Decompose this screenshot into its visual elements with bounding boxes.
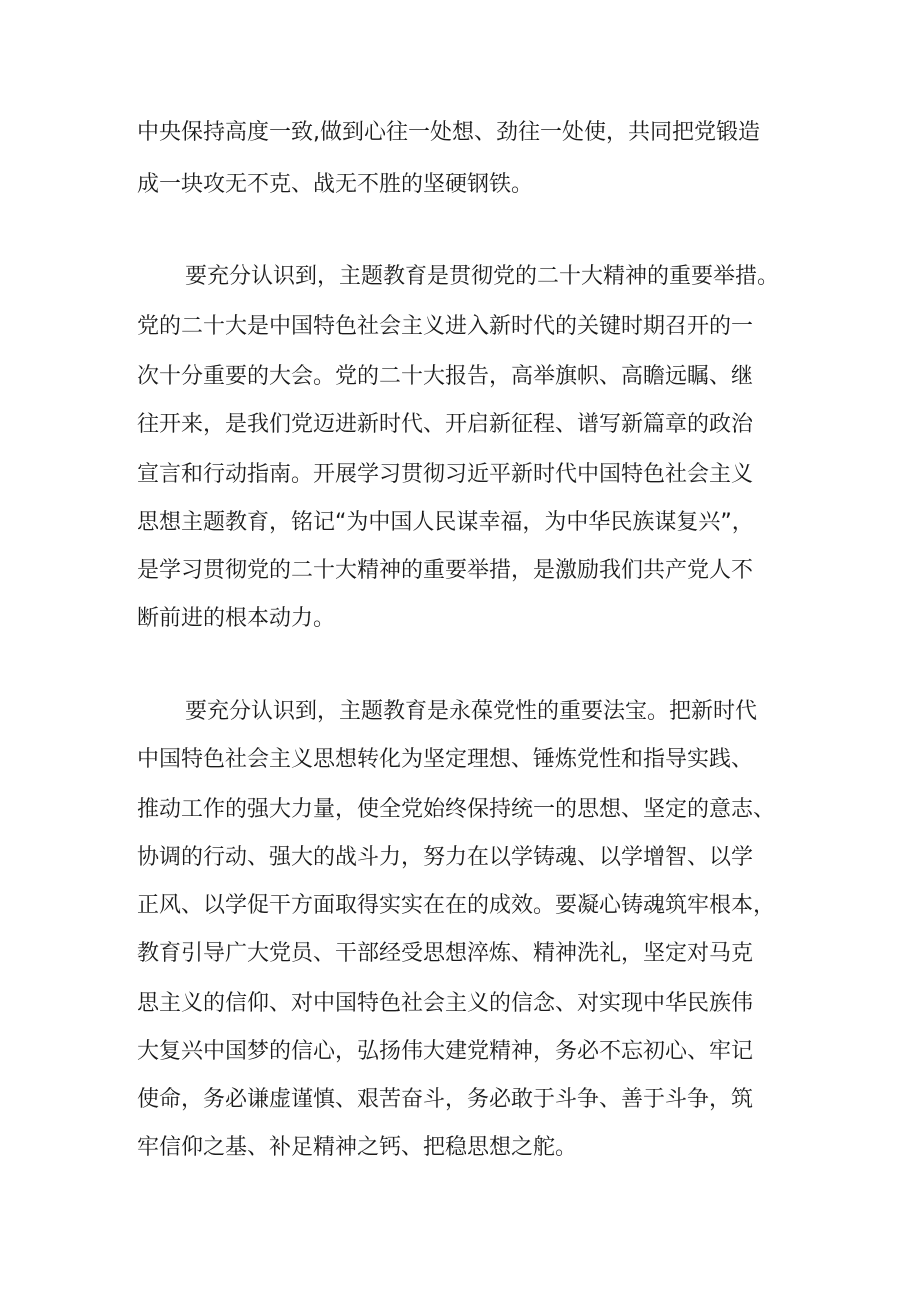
paragraph-line: 思主义的信仰、对中国特色社会主义的信念、对实现中华民族伟: [137, 991, 754, 1016]
paragraph-line: 推动工作的强大力量，使全党始终保持统一的思想、坚定的意志、: [137, 797, 776, 822]
paragraph-line: 党的二十大是中国特色社会主义进入新时代的关键时期召开的一: [137, 314, 754, 339]
paragraph-line: 成一块攻无不克、战无不胜的坚硬钢铁。: [137, 172, 534, 197]
paragraph-line: 要充分认识到，主题教育是贯彻党的二十大精神的重要举措。: [185, 264, 780, 289]
paragraph-line: 宣言和行动指南。开展学习贯彻习近平新时代中国特色社会主义: [137, 462, 754, 487]
paragraph-line: 牢信仰之基、补足精神之钙、把稳思想之舵。: [137, 1135, 578, 1160]
paragraph-line: 中央保持高度一致,做到心往一处想、劲往一处使，共同把党锻造: [137, 120, 760, 145]
paragraph-line: 断前进的根本动力。: [137, 606, 336, 631]
paragraph-line: 是学习贯彻党的二十大精神的重要举措，是激励我们共产党人不: [137, 558, 754, 583]
paragraph-line: 协调的行动、强大的战斗力，努力在以学铸魂、以学增智、以学: [137, 845, 754, 870]
paragraph-line: 往开来，是我们党迈进新时代、开启新征程、谱写新篇章的政治: [137, 412, 754, 437]
paragraph-line: 次十分重要的大会。党的二十大报告，高举旗帜、高瞻远瞩、继: [137, 364, 754, 389]
paragraph-line: 使命，务必谦虚谨慎、艰苦奋斗，务必敢于斗争、善于斗争，筑: [137, 1087, 754, 1112]
paragraph-line: 大复兴中国梦的信心，弘扬伟大建党精神，务必不忘初心、牢记: [137, 1039, 754, 1064]
paragraph-line: 正风、以学促干方面取得实实在在的成效。要凝心铸魂筑牢根本，: [137, 893, 776, 918]
paragraph-line: 教育引导广大党员、干部经受思想淬炼、精神洗礼，坚定对马克: [137, 941, 754, 966]
paragraph-line: 中国特色社会主义思想转化为坚定理想、锤炼党性和指导实践、: [137, 747, 754, 772]
paragraph-line: 要充分认识到，主题教育是永葆党性的重要法宝。把新时代: [185, 699, 758, 724]
paragraph-line: 思想主题教育，铭记“为中国人民谋幸福，为中华民族谋复兴”，: [137, 510, 754, 535]
